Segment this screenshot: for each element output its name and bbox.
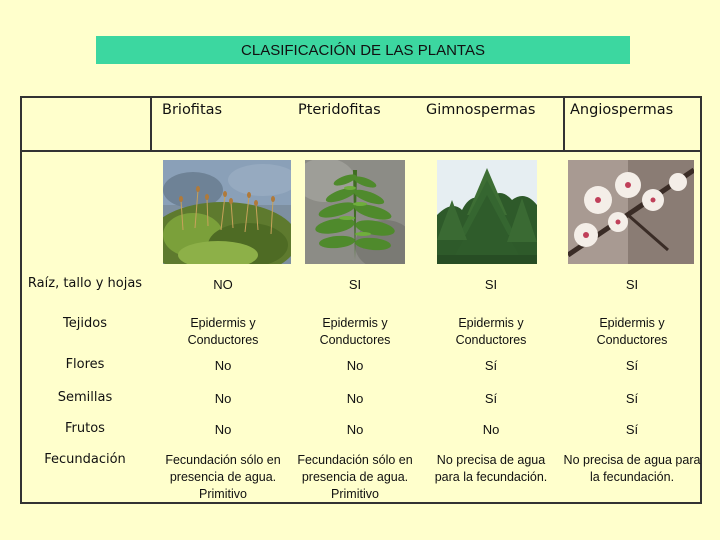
header-underline — [20, 150, 702, 152]
cell-frutos-pteridofitas: No — [346, 422, 364, 437]
cell-semillas-angiospermas: Sí — [625, 391, 639, 406]
cell-flores-briofitas: No — [214, 358, 232, 373]
cell-flores-pteridofitas: No — [346, 358, 364, 373]
column-header-pteridofitas: Pteridofitas — [298, 102, 381, 118]
cell-frutos-gimnospermas: No — [482, 422, 500, 437]
table-frame — [20, 96, 702, 504]
column-header-angiospermas: Angiospermas — [570, 102, 674, 118]
row-label-frutos: Frutos — [65, 421, 105, 436]
row-label-fecundacion: Fecundación — [44, 452, 126, 467]
cell-fecundacion-angiospermas: No precisa de agua para la fecundación. — [563, 453, 701, 484]
cell-semillas-pteridofitas: No — [346, 391, 364, 406]
cell-fecundacion-pteridofitas: Fecundación sólo en presencia de agua. Primitivo — [297, 453, 413, 501]
cell-semillas-briofitas: No — [214, 391, 232, 406]
cell-flores-angiospermas: Sí — [625, 358, 639, 373]
page-title: CLASIFICACIÓN DE LAS PLANTAS — [241, 41, 485, 59]
cell-tejidos-pteridofitas: Epidermis y Conductores — [319, 316, 391, 347]
cell-raiz-angiospermas: SI — [625, 277, 639, 292]
column-header-gimnospermas: Gimnospermas — [426, 102, 536, 118]
column-header-briofitas: Briofitas — [162, 102, 223, 118]
cell-tejidos-briofitas: Epidermis y Conductores — [187, 316, 259, 347]
row-label-flores: Flores — [65, 357, 105, 372]
header-divider-right — [563, 96, 565, 152]
cell-tejidos-gimnospermas: Epidermis y Conductores — [455, 316, 527, 347]
cell-fecundacion-briofitas: Fecundación sólo en presencia de agua. Primitivo — [165, 453, 281, 501]
cell-raiz-gimnospermas: SI — [484, 277, 498, 292]
moss-photo — [163, 160, 291, 264]
cell-raiz-briofitas: NO — [213, 277, 233, 292]
header-divider-left — [150, 96, 152, 152]
cell-semillas-gimnospermas: Sí — [484, 391, 498, 406]
fern-photo — [305, 160, 433, 264]
cell-tejidos-angiospermas: Epidermis y Conductores — [596, 316, 668, 347]
cell-raiz-pteridofitas: SI — [348, 277, 362, 292]
cell-frutos-angiospermas: Sí — [625, 422, 639, 437]
row-label-semillas: Semillas — [57, 390, 113, 405]
cell-flores-gimnospermas: Sí — [484, 358, 498, 373]
row-label-raiz: Raíz, tallo y hojas — [27, 276, 143, 291]
row-label-tejidos: Tejidos — [63, 316, 107, 331]
blossom-photo — [568, 160, 694, 264]
title-banner — [96, 36, 630, 64]
cell-fecundacion-gimnospermas: No precisa de agua para la fecundación. — [434, 453, 548, 484]
cell-frutos-briofitas: No — [214, 422, 232, 437]
conifer-photo — [437, 160, 537, 264]
